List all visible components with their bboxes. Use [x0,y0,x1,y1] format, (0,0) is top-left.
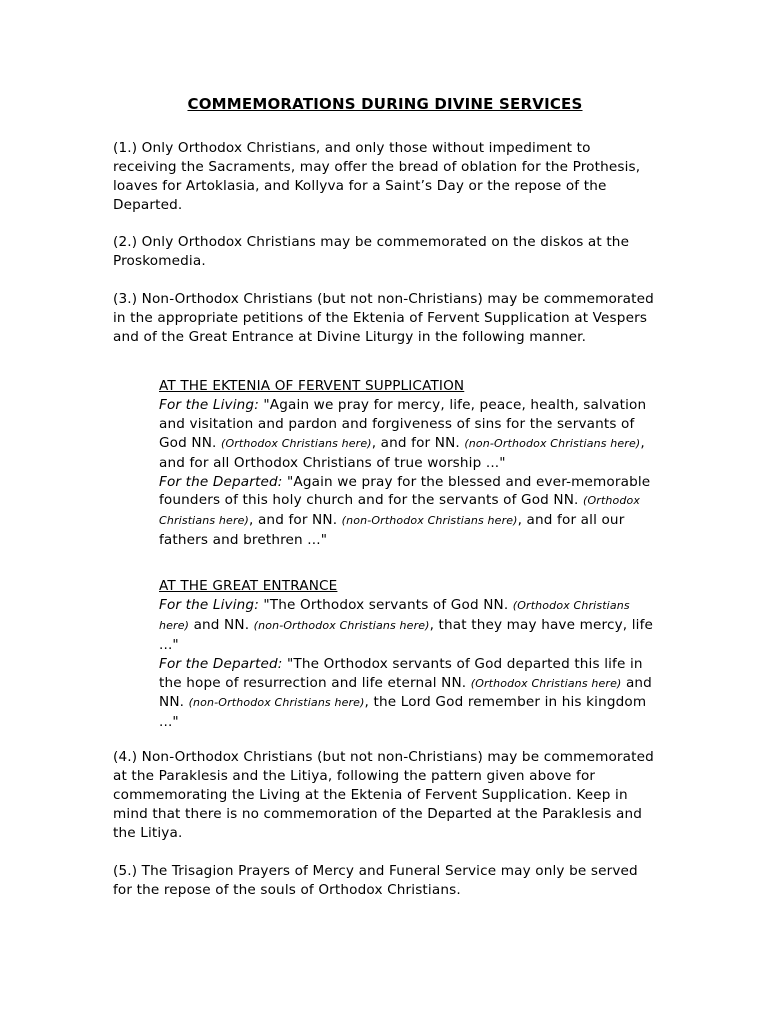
paragraph-1: (1.) Only Orthodox Christians, and only those without impediment to receiving the Sacraments, may offer the bread of oblation for the Prothesis, loaves for Artoklasia, and Kollyva for a Saint’s Day or the repose of the Departed. [113,140,641,213]
entrance-living-label: For the Living: [159,596,259,613]
ektenia-departed [159,473,659,551]
paragraph-2: (2.) Only Orthodox Christians may be commemorated on the diskos at the Proskomedia. [113,234,630,269]
ektenia-living-text-1: "Again we pray for mercy, life, peace, health, salvation and visitation and pardon and forgiveness of sins for the servants of God NN. [159,396,647,451]
ektenia-living-text-3: , and for all Orthodox Christians of true worship ..." [159,434,645,471]
entrance-departed-label: For the Departed: [159,655,283,672]
entrance-living-text-3: , that they may have mercy, life ..." [159,616,654,653]
entrance-living-note-1: (Orthodox Christians here) [159,598,630,632]
paragraph-3: (3.) Non-Orthodox Christians (but not non-Christians) may be commemorated in the appropriate petitions of the Ektenia of Fervent Supplication at Vespers and of the Great Entrance at Divine Liturgy in the following manner. [113,291,654,345]
ektenia-section [159,377,659,550]
entrance-living-note-2: (non-Orthodox Christians here) [253,618,430,632]
entrance-section [159,577,659,732]
ektenia-heading: AT THE EKTENIA OF FERVENT SUPPLICATION [159,378,465,394]
ektenia-living-note-1: (Orthodox Christians here) [221,436,372,450]
ektenia-departed-note-2: (non-Orthodox Christians here) [341,514,518,528]
entrance-living-text-2: and NN. [193,616,250,633]
entrance-departed-note-1: (Orthodox Christians here) [470,676,622,690]
entrance-departed [159,655,659,733]
entrance-living [159,596,659,655]
ektenia-living-note-2: (non-Orthodox Christians here) [464,436,641,450]
ektenia-departed-text-1: "Again we pray for the blessed and ever-memorable founders of this holy church and for the servants of God NN. [159,473,651,509]
ektenia-departed-text-2: , and for NN. [249,512,338,529]
page-title: COMMEMORATIONS DURING DIVINE SERVICES [187,95,583,113]
entrance-departed-text-2: and NN. [159,674,652,711]
ektenia-departed-note-1: (Orthodox Christians here) [159,494,641,528]
paragraph-5: (5.) The Trisagion Prayers of Mercy and Funeral Service may only be served for the repose of the souls of Orthodox Christians. [113,863,638,898]
ektenia-departed-label: For the Departed: [159,473,283,490]
entrance-living-text-1: "The Orthodox servants of God NN. [263,596,509,613]
ektenia-living-text-2: , and for NN. [371,434,460,451]
entrance-heading: AT THE GREAT ENTRANCE [159,578,338,594]
entrance-departed-note-2: (non-Orthodox Christians here) [188,696,365,710]
entrance-departed-text-3: , the Lord God remember in his kingdom ..." [159,694,647,731]
ektenia-departed-text-3: , and for all our fathers and brethren ..." [159,512,625,549]
ektenia-living-label: For the Living: [159,396,259,413]
entrance-departed-text-1: "The Orthodox servants of God departed this life in the hope of resurrection and life eternal NN. [159,655,643,691]
ektenia-living [159,396,659,473]
paragraph-4: (4.) Non-Orthodox Christians (but not non-Christians) may be commemorated at the Paraklesis and the Litiya, following the pattern given above for commemorating the Living at the Ektenia of Fervent Supplication. Keep in mind that there is no commemoration of the Departed at the Paraklesis and the Litiya. [113,749,654,841]
